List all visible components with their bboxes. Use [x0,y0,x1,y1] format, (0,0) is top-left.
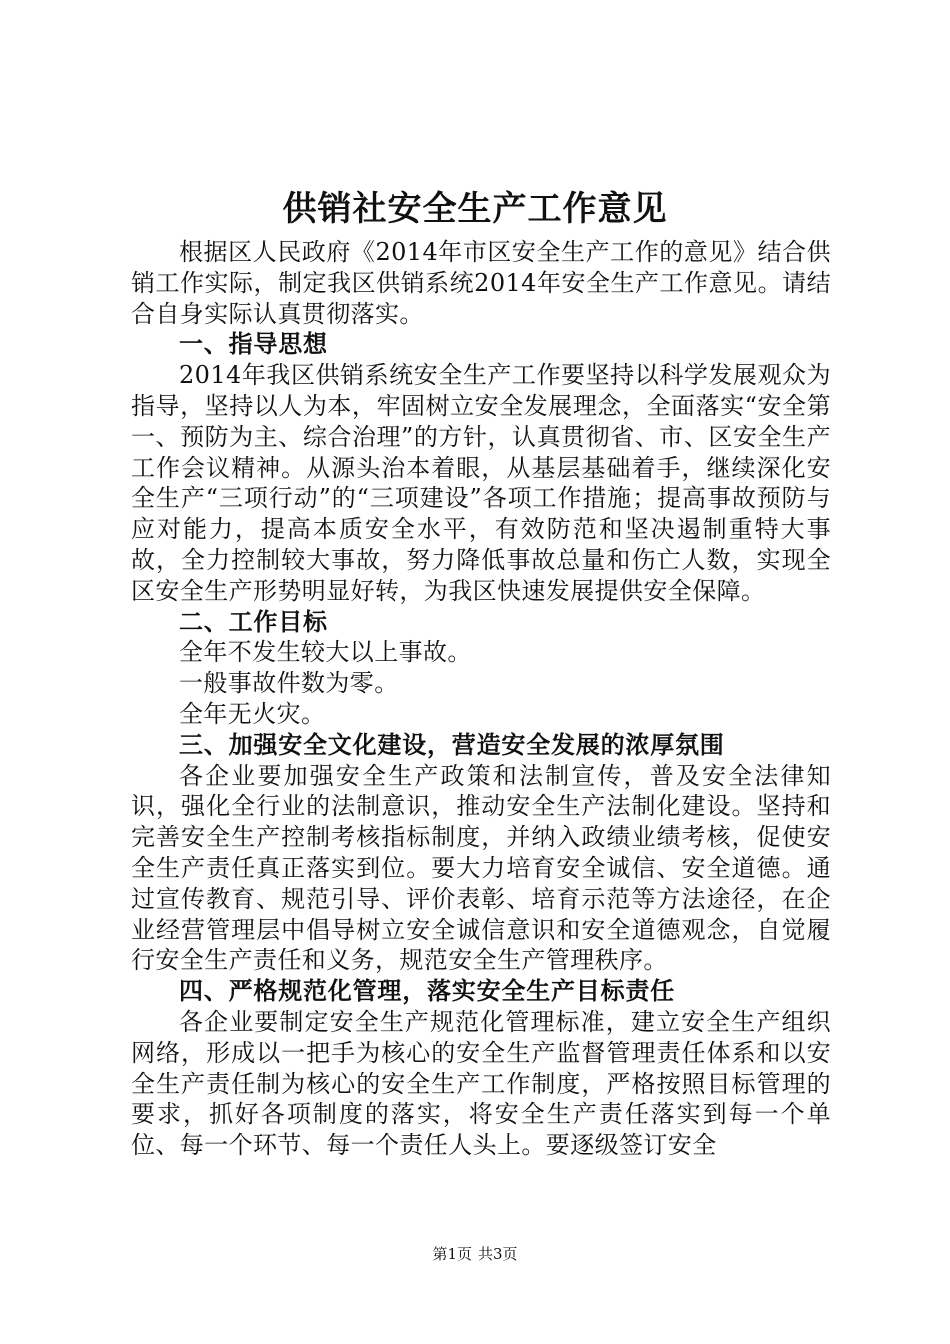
section-heading-guiding-thought: 一、指导思想 [179,330,328,359]
goal-item: 一般事故件数为零。 [179,669,399,698]
page-number: 第1页 [432,1245,472,1263]
document-body [131,237,831,1161]
section-heading-safety-culture: 三、加强安全文化建设，营造安全发展的浓厚氛围 [179,730,725,759]
section-heading-standardized-management: 四、严格规范化管理，落实安全生产目标责任 [179,977,675,1006]
guiding-thought-paragraph: 2014年我区供销系统安全生产工作要坚持以科学发展观众为指导，坚持以人为本，牢固树立安全发展理念，全面落实“安全第一、预防为主、综合治理”的方针，认真贯彻省、市、区安全生产工作会议精神。从源头治本着眼，从基层基础着手，继续深化安全生产“三项行动”的“三项建设”各项工作措施；提高事故预防与应对能力，提高本质安全水平，有效防范和坚决遏制重特大事故，全力控制较大事故，努力降低事故总量和伤亡人数，实现全区安全生产形势明显好转，为我区快速发展提供安全保障。 [131,361,831,605]
standardized-management-paragraph: 各企业要制定安全生产规范化管理标准，建立安全生产组织网络，形成以一把手为核心的安全生产监督管理责任体系和以安全生产责任制为核心的安全生产工作制度，严格按照目标管理的要求，抓好各项制度的落实，将安全生产责任落实到每一个单位、每一个环节、每一个责任人头上。要逐级签订安全 [131,1007,831,1160]
goal-item: 全年无火灾。 [179,699,326,728]
page-total: 共3页 [478,1245,518,1263]
page-footer [0,1243,950,1265]
section-heading-work-goals: 二、工作目标 [179,607,328,636]
intro-paragraph: 根据区人民政府《2014年市区安全生产工作的意见》结合供销工作实际，制定我区供销系统2014年安全生产工作意见。请结合自身实际认真贯彻落实。 [131,238,831,328]
safety-culture-paragraph: 各企业要加强安全生产政策和法制宣传，普及安全法律知识，强化全行业的法制意识，推动安全生产法制化建设。坚持和完善安全生产控制考核指标制度，并纳入政绩业绩考核，促使安全生产责任真正落实到位。要大力培育安全诚信、安全道德。通过宣传教育、规范引导、评价表彰、培育示范等方法途径，在企业经营管理层中倡导树立安全诚信意识和安全道德观念，自觉履行安全生产责任和义务，规范安全生产管理秩序。 [131,761,831,975]
goal-item: 全年不发生较大以上事故。 [179,638,472,667]
document-title: 供销社安全生产工作意见 [282,189,668,229]
